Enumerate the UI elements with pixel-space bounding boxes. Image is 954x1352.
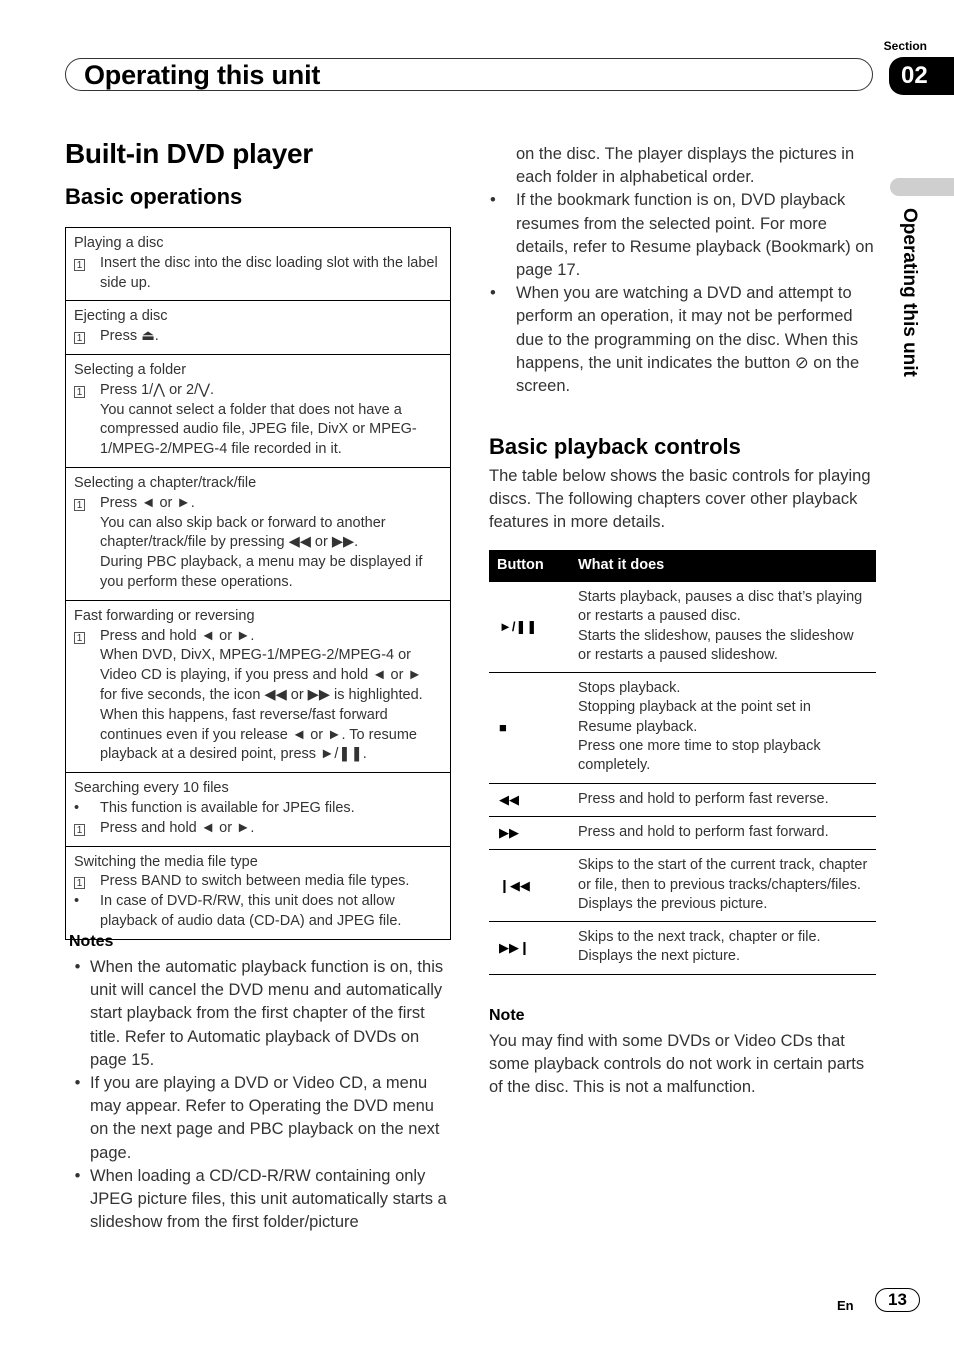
notes-continued [489,143,881,398]
operation-text: Press BAND to switch between media file types. [100,873,410,890]
skip-back-icon: ❙◀◀ [489,850,570,922]
operation-title: Selecting a chapter/track/file [74,474,257,491]
basic-operations-box [65,227,451,940]
operation-marker [74,553,100,593]
page-title: Built-in DVD player [65,138,313,169]
operation-item [66,300,450,354]
operation-text: Press ⏏. [100,328,159,345]
operation-text: Press and hold ◄ or ►. [100,819,255,836]
operation-marker [74,646,100,765]
fast-reverse-icon: ◀◀ [489,783,570,816]
operation-title: Selecting a folder [74,361,187,378]
stop-icon: ■ [489,673,570,783]
step-marker: 1 [74,499,85,511]
table-row [489,816,876,849]
fast-forward-icon: ▶▶ [489,816,570,849]
operation-text: You can also skip back or forward to another chapter/track/file by pressing ◀◀ or ▶▶. [100,514,386,551]
notes-list [65,956,455,1234]
step-marker: 1 [74,632,85,644]
column-header-button: Button [489,550,570,582]
control-description: Skips to the next track, chapter or file. Displays the next picture. [570,922,876,975]
operation-item [66,467,450,600]
operation-marker [74,514,100,554]
note-text: If the bookmark function is on, DVD playback resumes from the selected point. For more details, refer to Resume playback (Bookmark) on page 17. [516,191,874,280]
note-item: • If you are playing a DVD or Video CD, a menu may appear. Refer to Operating the DVD menu on the next page and PBC playback on the next page. [65,1072,455,1165]
operation-text: During PBC playback, a menu may be displayed if you perform these operations. [100,554,423,590]
table-row [489,922,876,975]
note-text: If you are playing a DVD or Video CD, a menu may appear. Refer to Operating the DVD menu on the next page and PBC playback on the next page. [90,1074,440,1162]
note-text: You may find with some DVDs or Video CDs that some playback controls do not work in certain parts of the disc. This is not a malfunction. [489,1032,865,1097]
note-text: When you are watching a DVD and attempt to perform an operation, it may not be performed due to the programming on the disc. When this happens, the unit indicates the button ⊘ on the screen. [516,284,860,396]
section-number-badge: 02 [889,57,954,95]
control-description: Press and hold to perform fast reverse. [570,783,876,816]
playback-controls-intro: The table below shows the basic controls for playing discs. The following chapters cover other playback features in more details. [489,467,871,532]
operation-text: Press ◄ or ►. [100,494,195,511]
playback-controls-heading: Basic playback controls [489,434,741,459]
table-row [489,850,876,922]
operation-text: This function is available for JPEG files. [100,799,355,816]
column-header-what: What it does [570,550,876,582]
note-title: Note [489,1007,525,1024]
operation-title: Searching every 10 files [74,780,229,797]
skip-forward-icon: ▶▶❙ [489,922,570,975]
control-description: Starts playback, pauses a disc that’s playing or restarts a paused disc. Starts the slideshow, pauses the slideshow or restarts a paused slideshow. [570,582,876,673]
operation-item [66,354,450,467]
play-pause-icon: ►/❚❚ [489,582,570,673]
note-text: When loading a CD/CD-R/RW containing only JPEG picture files, this unit automatically starts a slideshow from the first folder/picture [90,1166,447,1232]
section-label: Section [883,39,927,53]
operation-marker [74,401,100,460]
step-marker: 1 [74,386,85,398]
note-text: When the automatic playback function is on, this unit will cancel the DVD menu and automatically start playback from the first chapter of the first title. Refer to Automatic playback of DVDs on page 15. [90,958,444,1069]
operation-text: You cannot select a folder that does not have a compressed audio file, JPEG file, DivX or MPEG-1/MPEG-2/MPEG-4 file recorded in it. [100,401,417,458]
control-description: Press and hold to perform fast forward. [570,816,876,849]
note-continuation [489,143,881,189]
operation-text: Insert the disc into the disc loading slot with the label side up. [100,254,438,291]
operation-item [66,600,450,772]
note-item: • When loading a CD/CD-R/RW containing only JPEG picture files, this unit automatically starts a slideshow from the first folder/picture [65,1165,455,1235]
table-header-row [489,550,876,582]
note-item: • If the bookmark function is on, DVD playback resumes from the selected point. For more details, refer to Resume playback (Bookmark) on page 17. [489,189,881,282]
operation-title: Playing a disc [74,235,164,251]
notes-title: Notes [69,933,114,950]
note-item: • When you are watching a DVD and attempt to perform an operation, it may not be performed due to the programming on the disc. When this happens, the unit indicates the button ⊘ on the screen. [489,282,881,398]
table-row [489,783,876,816]
operation-item [66,228,450,300]
operation-title: Fast forwarding or reversing [74,607,255,624]
header-title: Operating this unit [84,60,321,90]
operation-text: When DVD, DivX, MPEG-1/MPEG-2/MPEG-4 or Video CD is playing, if you press and hold ◄ or ► for five seconds, the icon ◀◀ or ▶▶ is highlighted. When this happens, fast reverse/fast forward continues even if you release ◄ or ►. To resume playback at a desired point, press ►/❚❚. [100,647,423,763]
note-text: on the disc. The player displays the pictures in each folder in alphabetical order. [516,145,855,187]
page-number: 13 [875,1288,920,1312]
table-row [489,582,876,673]
language-label: En [837,1298,854,1313]
operation-item [66,846,450,939]
operation-title: Switching the media file type [74,853,258,870]
bullet-marker: • [74,893,80,910]
basic-operations-heading: Basic operations [65,184,243,209]
step-marker: 1 [74,877,85,889]
table-row [489,673,876,783]
side-tab-label: Operating this unit [899,208,920,377]
step-marker: 1 [74,259,85,271]
operation-text: In case of DVD-R/RW, this unit does not allow playback of audio data (CD-DA) and JPEG file. [100,893,402,929]
playback-controls-table [489,550,876,975]
control-description: Skips to the start of the current track, chapter or file, then to previous tracks/chapters/files. Displays the previous picture. [570,850,876,922]
operation-title: Ejecting a disc [74,308,168,325]
side-tab-marker [890,178,954,196]
bullet-marker: • [74,799,80,816]
note-item: • When the automatic playback function is on, this unit will cancel the DVD menu and automatically start playback from the first chapter of the first title. Refer to Automatic playback of DVDs on page 15. [65,956,455,1072]
operation-item [66,772,450,845]
step-marker: 1 [74,332,85,344]
control-description: Stops playback. Stopping playback at the point set in Resume playback. Press one more time to stop playback completely. [570,673,876,783]
step-marker: 1 [74,824,85,836]
operation-text: Press 1/⋀ or 2/⋁. [100,381,215,398]
operation-text: Press and hold ◄ or ►. [100,627,255,644]
